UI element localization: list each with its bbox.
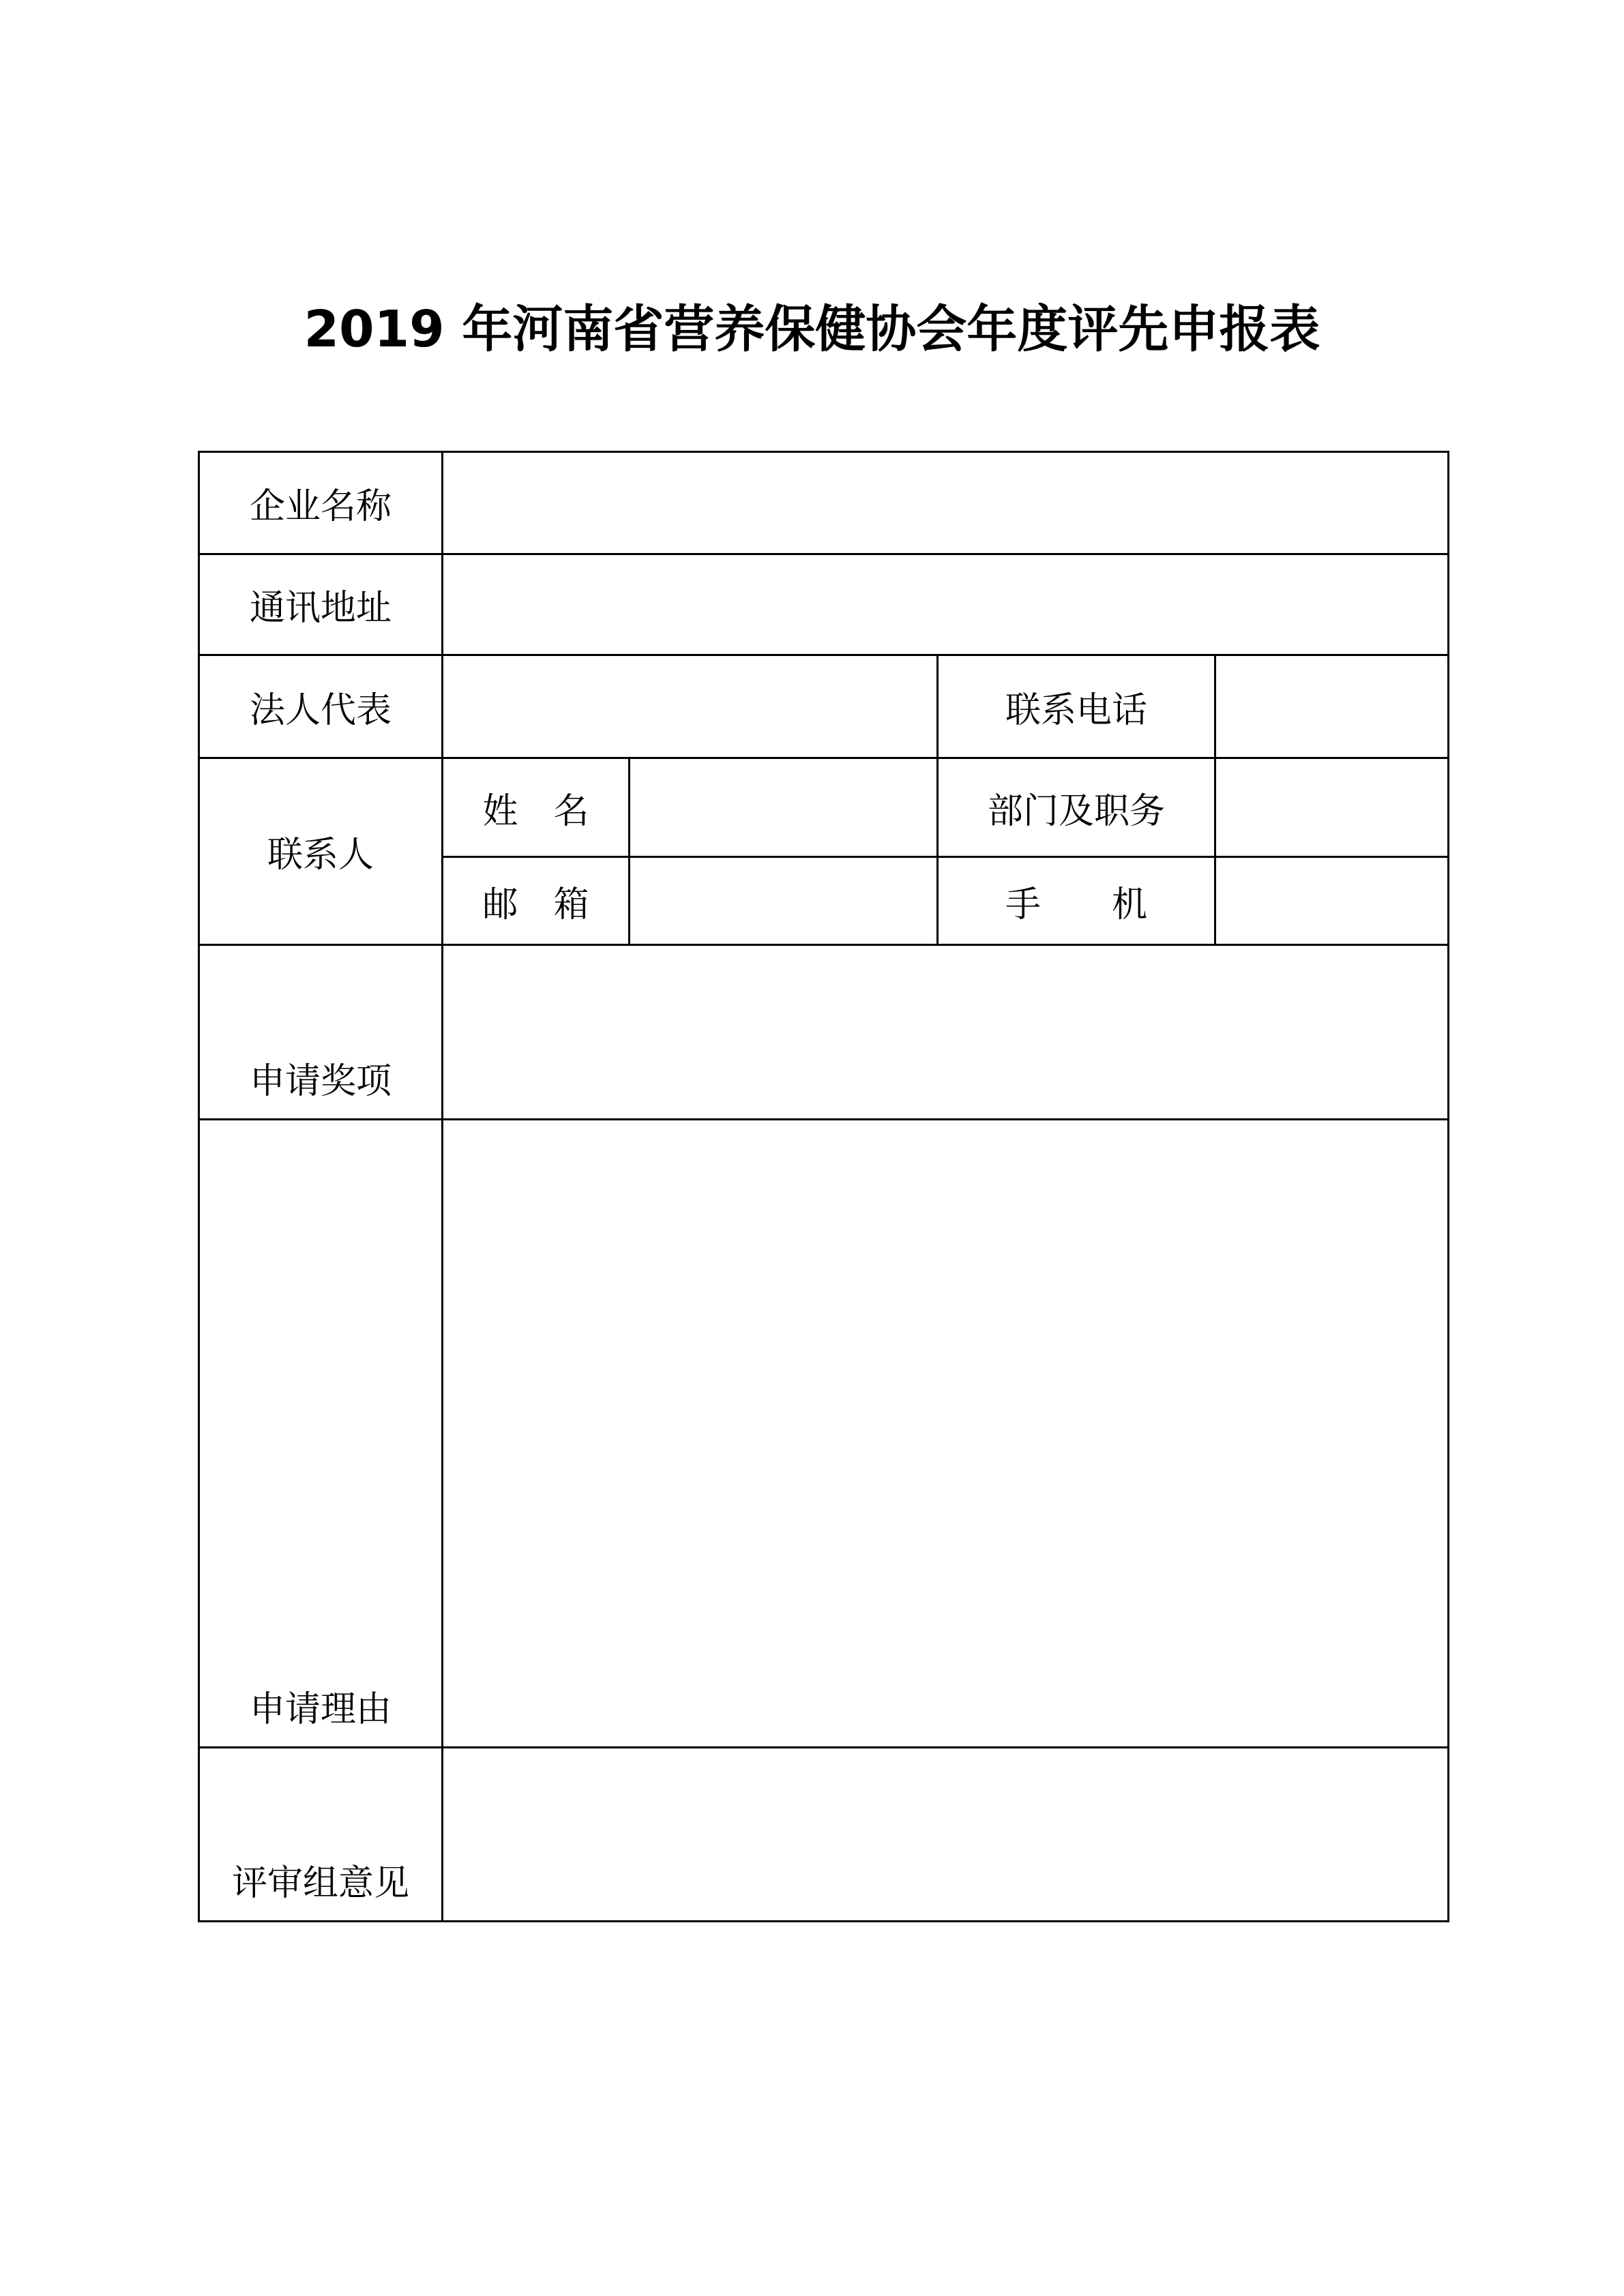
name-field[interactable] (630, 758, 938, 857)
page-title: 2019 年河南省营养保健协会年度评先申报表 (304, 300, 1320, 359)
contact-phone-field[interactable] (1215, 655, 1449, 758)
reason-field[interactable] (443, 1120, 1449, 1748)
address-label: 通讯地址 (199, 554, 443, 655)
review-field[interactable] (443, 1748, 1449, 1922)
row-address (199, 554, 1449, 655)
email-label: 邮 箱 (443, 857, 630, 945)
mobile-label: 手 机 (938, 857, 1215, 945)
contact-phone-label: 联系电话 (938, 655, 1215, 758)
legal-rep-label: 法人代表 (199, 655, 443, 758)
award-field[interactable] (443, 945, 1449, 1120)
reason-label: 申请理由 (199, 1120, 443, 1748)
row-contact-name (199, 758, 1449, 857)
award-label: 申请奖项 (199, 945, 443, 1120)
application-form-table (198, 451, 1449, 1922)
row-review (199, 1748, 1449, 1922)
row-company-name (199, 452, 1449, 554)
company-name-label: 企业名称 (199, 452, 443, 554)
row-legal-rep (199, 655, 1449, 758)
address-field[interactable] (443, 554, 1449, 655)
dept-position-label: 部门及职务 (938, 758, 1215, 857)
contact-person-label: 联系人 (199, 758, 443, 945)
row-reason (199, 1120, 1449, 1748)
row-award (199, 945, 1449, 1120)
legal-rep-field[interactable] (443, 655, 938, 758)
company-name-field[interactable] (443, 452, 1449, 554)
name-label: 姓 名 (443, 758, 630, 857)
dept-position-field[interactable] (1215, 758, 1449, 857)
email-field[interactable] (630, 857, 938, 945)
mobile-field[interactable] (1215, 857, 1449, 945)
review-label: 评审组意见 (199, 1748, 443, 1922)
